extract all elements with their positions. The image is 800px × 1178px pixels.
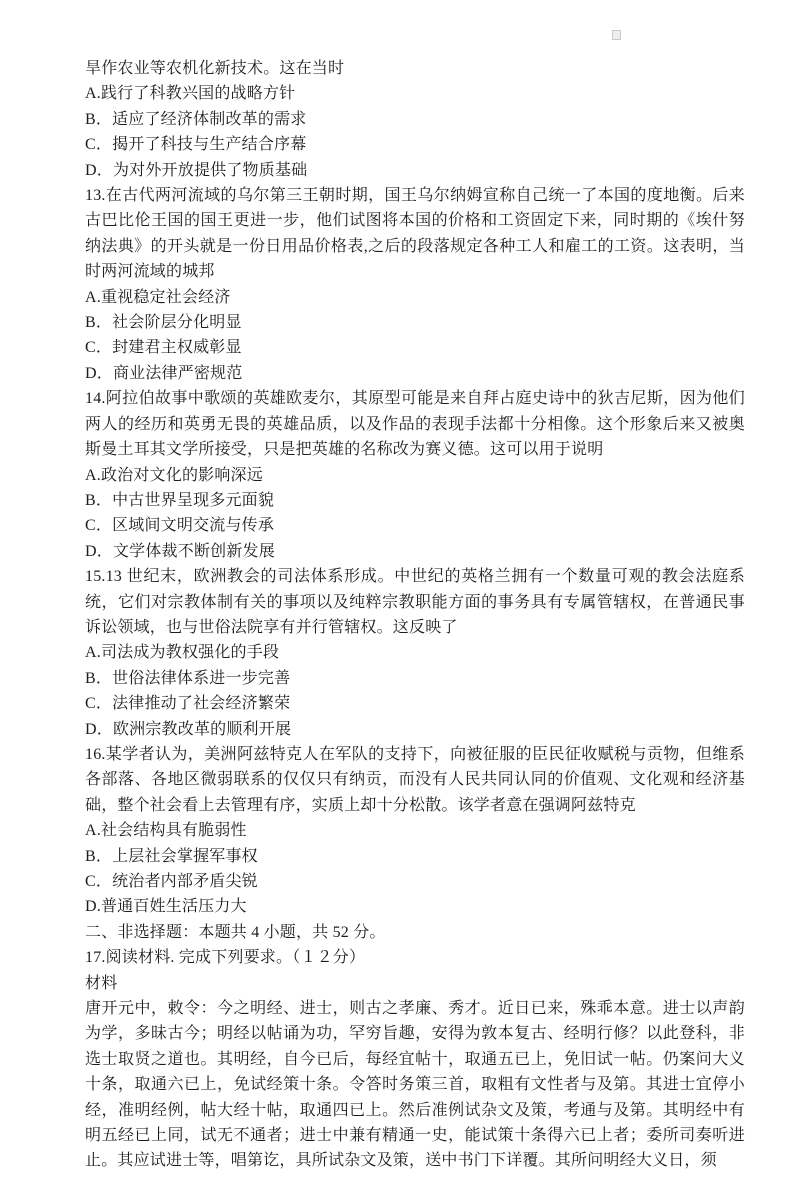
question-15-stem: 15.13 世纪末，欧洲教会的司法体系形成。中世纪的英格兰拥有一个数量可观的教会法庭系统，它们对宗教体制有关的事项以及纯粹宗教职能方面的事务具有专属管辖权，在普通民事诉讼领域，也与世俗法院享有并行管辖权。这反映了 — [85, 568, 745, 636]
question-12-option-a: A.践行了科教兴国的战略方针 — [85, 85, 296, 103]
scan-artifact-icon — [612, 30, 621, 40]
question-13-option-c: C．封建君主权威彰显 — [85, 339, 242, 357]
material-paragraph: 唐开元中，敕令：今之明经、进士，则古之孝廉、秀才。近日已来，殊乖本意。进士以声韵为学，多昧古今；明经以帖诵为功，罕穷旨趣，安得为敦本复古、经明行修？以此登科，非选士取贤之道也。其明经，自今已后，每经宜帖十，取通五已上，免旧试一帖。仍案问大义十条，取通六已上，免试经策十条。令答时务策三首，取粗有文性者与及第。其进士宜停小经，准明经例，帖大经十帖，取通四已上。然后准例试杂文及策，考通与及第。其明经中有明五经已上同，试无不通者；进士中兼有精通一史，能试策十条得六已上者；委所司奏听进止。其应试进士等，唱第讫，具所试杂文及策，送中书门下详覆。其所问明经大义日，须 — [85, 1000, 745, 1170]
question-16-option-b: B．上层社会掌握军事权 — [85, 847, 258, 865]
question-15-option-c: C．法律推动了社会经济繁荣 — [85, 695, 291, 713]
question-12-option-c: C．揭开了科技与生产结合序幕 — [85, 136, 307, 154]
question-16-option-a: A.社会结构具有脆弱性 — [85, 822, 247, 840]
material-label: 材料 — [85, 974, 118, 992]
question-16-option-c: C．统治者内部矛盾尖锐 — [85, 873, 258, 890]
question-12-option-b: B．适应了经济体制改革的需求 — [85, 110, 307, 128]
question-12-option-d: D．为对外开放提供了物质基础 — [85, 161, 308, 179]
question-14-option-b: B．中古世界呈现多元面貌 — [85, 491, 275, 509]
question-14-option-c: C．区域间文明交流与传承 — [85, 517, 275, 535]
question-15-option-b: B．世俗法律体系进一步完善 — [85, 669, 291, 687]
question-14-option-a: A.政治对文化的影响深远 — [85, 466, 263, 484]
question-13-option-b: B．社会阶层分化明显 — [85, 314, 242, 332]
question-17-intro: 17.阅读材料. 完成下列要求。（１２分） — [85, 949, 366, 967]
question-15-option-a: A.司法成为教权强化的手段 — [85, 644, 280, 662]
question-15-option-d: D．欧洲宗教改革的顺利开展 — [85, 720, 292, 738]
question-14-option-d: D．文学体裁不断创新发展 — [85, 542, 275, 560]
question-13-stem: 13.在古代两河流域的乌尔第三王朝时期，国王乌尔纳姆宣称自己统一了本国的度地衡。后来古巴比伦王国的国王更进一步，他们试图将本国的价格和工资固定下来，同时期的《埃什努纳法典》的开头就是一份日用品价格表,之后的段落规定各种工人和雇工的工资。这表明，当时两河流域的城邦 — [85, 187, 745, 281]
section-2-heading: 二、非选择题：本题共 4 小题，共 52 分。 — [85, 923, 386, 941]
question-12-stem: 旱作农业等农机化新技术。这在当时 — [85, 60, 345, 77]
question-13-option-d: D．商业法律严密规范 — [85, 364, 243, 382]
exam-page — [85, 56, 745, 1174]
question-13-option-a: A.重视稳定社会经济 — [85, 288, 231, 306]
question-16-option-d: D.普通百姓生活压力大 — [85, 898, 247, 916]
question-14-stem: 14.阿拉伯故事中歌颂的英雄欧麦尔，其原型可能是来自拜占庭史诗中的狄吉尼斯，因为他们两人的经历和英勇无畏的英雄品质，以及作品的表现手法都十分相像。这个形象后来又被奥斯曼土耳其文学所接受，只是把英雄的名称改为赛义德。这可以用于说明 — [85, 390, 745, 459]
question-16-stem: 16.某学者认为，美洲阿兹特克人在军队的支持下，向被征服的臣民征收赋税与贡物，但维系各部落、各地区微弱联系的仅仅只有纳贡，而没有人民共同认同的价值观、文化观和经济基础，整个社会看上去管理有序，实质上却十分松散。该学者意在强调阿兹特克 — [85, 745, 745, 814]
